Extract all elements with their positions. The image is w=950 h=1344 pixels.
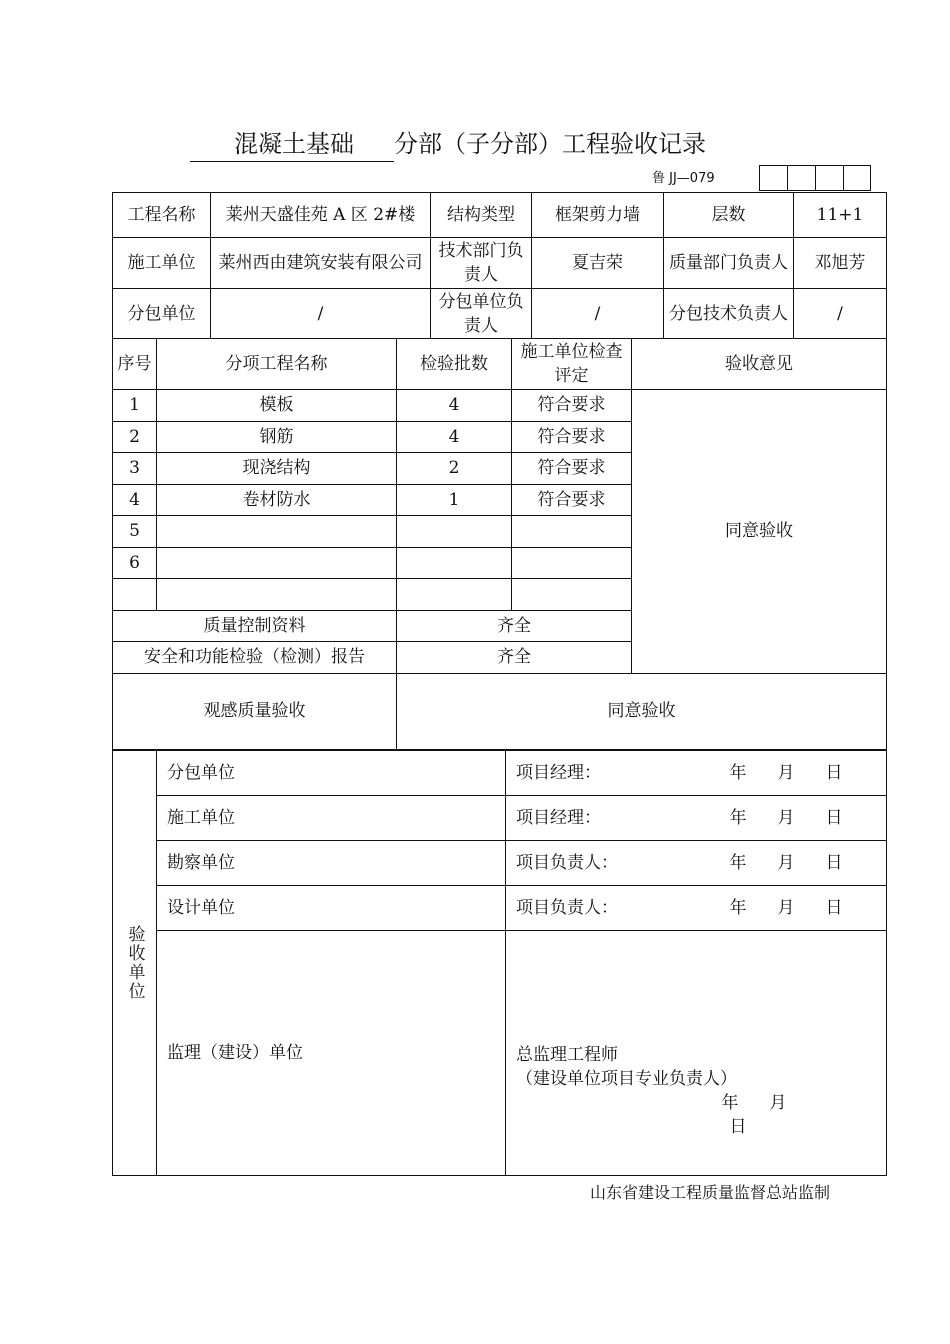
- role-label: 项目经理：: [516, 763, 601, 783]
- row-batches: 1: [397, 484, 512, 516]
- row-assessment: [512, 579, 632, 611]
- project-info-table: [112, 192, 887, 339]
- month-label: 月: [777, 763, 795, 783]
- day-label: 日: [825, 808, 843, 828]
- row-batches: [397, 579, 512, 611]
- row-batches: [397, 547, 512, 579]
- year-label: 年: [729, 853, 747, 873]
- supervision-date-fields: [516, 1091, 884, 1139]
- row-assessment: 符合要求: [512, 453, 632, 485]
- page-title: [190, 124, 810, 158]
- contractor-label: 施工单位: [113, 238, 211, 289]
- chief-engineer-label: 总监理工程师: [516, 1045, 618, 1065]
- subcontractor-label: 分包单位: [113, 289, 211, 339]
- unit-name: 施工单位: [157, 796, 506, 841]
- year-label: 年: [721, 1093, 739, 1113]
- sub-tech-label: 分包技术负责人: [664, 289, 794, 339]
- row-assessment: 符合要求: [512, 484, 632, 516]
- row-name: [157, 516, 397, 548]
- acceptance-side-text: 验收单位: [124, 925, 145, 1001]
- month-label: 月: [769, 1093, 787, 1113]
- project-name-label: 工程名称: [113, 193, 211, 238]
- title-rest: 分部（子分部）工程验收记录: [394, 130, 706, 158]
- header-batches: 检验批数: [397, 339, 512, 390]
- day-label: 日: [825, 898, 843, 918]
- form-number-boxes: [759, 165, 871, 191]
- header-no: 序号: [113, 339, 157, 390]
- number-box: [759, 165, 787, 191]
- day-label: 日: [729, 1117, 747, 1137]
- signature-cell: [506, 886, 887, 931]
- row-batches: 4: [397, 390, 512, 422]
- header-opinion: 验收意见: [632, 339, 887, 390]
- row-no: 4: [113, 484, 157, 516]
- year-label: 年: [729, 808, 747, 828]
- acceptance-row: [113, 886, 887, 931]
- quality-dept-label: 质量部门负责人: [664, 238, 794, 289]
- sub-tech-value: /: [794, 289, 887, 339]
- day-label: 日: [825, 763, 843, 783]
- visual-quality-value: 同意验收: [397, 673, 887, 749]
- acceptance-row: [113, 796, 887, 841]
- unit-name: 勘察单位: [157, 841, 506, 886]
- safety-report-label: 安全和功能检验（检测）报告: [113, 642, 397, 674]
- row-name: 现浇结构: [157, 453, 397, 485]
- floors-value: 11+1: [794, 193, 887, 238]
- sub-item-table: [112, 338, 887, 750]
- contractor-name: 莱州西由建筑安装有限公司: [211, 238, 431, 289]
- sub-head-value: /: [532, 289, 664, 339]
- row-batches: 2: [397, 453, 512, 485]
- row-assessment: [512, 547, 632, 579]
- supervision-row: [113, 931, 887, 1176]
- supervision-unit: 监理（建设）单位: [157, 931, 506, 1176]
- header-assessment: 施工单位检查评定: [512, 339, 632, 390]
- month-label: 月: [777, 808, 795, 828]
- sub-head-label: 分包单位负责人: [431, 289, 532, 339]
- chief-engineer-alt-label: （建设单位项目专业负责人）: [516, 1069, 737, 1089]
- row-batches: [397, 516, 512, 548]
- number-box: [787, 165, 815, 191]
- row-assessment: [512, 516, 632, 548]
- header-name: 分项工程名称: [157, 339, 397, 390]
- row-name: [157, 579, 397, 611]
- unit-name: 分包单位: [157, 751, 506, 796]
- signature-cell: [506, 751, 887, 796]
- year-label: 年: [729, 898, 747, 918]
- unit-name: 设计单位: [157, 886, 506, 931]
- date-fields: [714, 851, 884, 875]
- qc-docs-value: 齐全: [397, 610, 632, 642]
- number-box: [815, 165, 843, 191]
- month-label: 月: [777, 853, 795, 873]
- opinion-value: 同意验收: [632, 390, 887, 674]
- row-name: 钢筋: [157, 421, 397, 453]
- row-batches: 4: [397, 421, 512, 453]
- month-label: 月: [777, 898, 795, 918]
- safety-report-value: 齐全: [397, 642, 632, 674]
- acceptance-row: [113, 751, 887, 796]
- row-no: 2: [113, 421, 157, 453]
- date-fields: [714, 896, 884, 920]
- structure-type: 框架剪力墙: [532, 193, 664, 238]
- quality-dept-person: 邓旭芳: [794, 238, 887, 289]
- role-label: 项目负责人：: [516, 898, 618, 918]
- day-label: 日: [825, 853, 843, 873]
- acceptance-side-label: [113, 751, 157, 1176]
- year-label: 年: [729, 763, 747, 783]
- acceptance-row: [113, 841, 887, 886]
- row-no: 3: [113, 453, 157, 485]
- row-assessment: 符合要求: [512, 421, 632, 453]
- number-box: [843, 165, 871, 191]
- row-no: [113, 579, 157, 611]
- tech-dept-person: 夏吉荣: [532, 238, 664, 289]
- row-name: 模板: [157, 390, 397, 422]
- row-no: 6: [113, 547, 157, 579]
- title-subject: 混凝土基础: [190, 124, 394, 162]
- signature-cell: [506, 796, 887, 841]
- supervision-signature-cell: [506, 931, 887, 1176]
- row-name: [157, 547, 397, 579]
- row-assessment: 符合要求: [512, 390, 632, 422]
- form-code: 鲁 JJ—079: [652, 171, 715, 186]
- table-row: [113, 390, 887, 422]
- date-fields: [714, 761, 884, 785]
- row-no: 1: [113, 390, 157, 422]
- row-name: 卷材防水: [157, 484, 397, 516]
- signature-cell: [506, 841, 887, 886]
- qc-docs-label: 质量控制资料: [113, 610, 397, 642]
- structure-type-label: 结构类型: [431, 193, 532, 238]
- row-no: 5: [113, 516, 157, 548]
- project-name: 莱州天盛佳苑 A 区 2#楼: [211, 193, 431, 238]
- role-label: 项目经理：: [516, 808, 601, 828]
- floors-label: 层数: [664, 193, 794, 238]
- role-label: 项目负责人：: [516, 853, 618, 873]
- footer-issuer: 山东省建设工程质量监督总站监制: [590, 1183, 831, 1202]
- acceptance-table: [112, 750, 887, 1176]
- date-fields: [714, 806, 884, 830]
- visual-quality-label: 观感质量验收: [113, 673, 397, 749]
- subcontractor-value: /: [211, 289, 431, 339]
- tech-dept-label: 技术部门负责人: [431, 238, 532, 289]
